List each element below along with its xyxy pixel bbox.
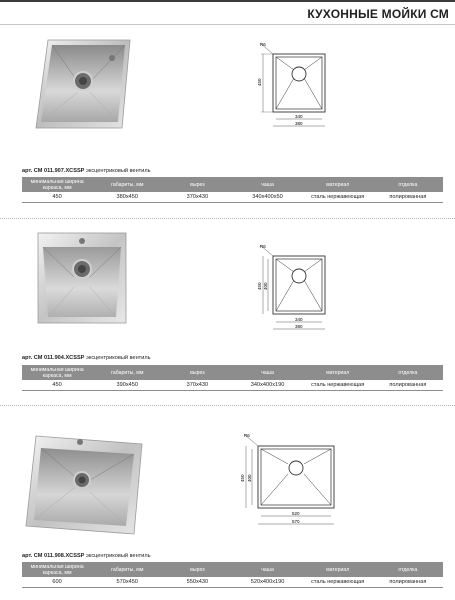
- cell-dimensions: 380х450: [92, 192, 162, 203]
- height-outer-label-1: 450: [257, 78, 262, 86]
- product-caption-1: [22, 168, 151, 174]
- cell-bowl: 520х400х190: [232, 577, 302, 588]
- cell-cutout: 550х430: [162, 577, 232, 588]
- top-bar: [0, 0, 455, 2]
- header-dimensions: габариты, мм: [92, 365, 162, 380]
- width-inner-label-2: 340: [295, 317, 303, 322]
- header-cutout: вырез: [162, 562, 232, 577]
- cell-cutout: 370х430: [162, 380, 232, 391]
- title-divider: [0, 24, 455, 25]
- width-inner-label-1: 340: [295, 114, 303, 119]
- radius-label-1: R6: [260, 42, 266, 47]
- header-finish: отделка: [373, 177, 443, 192]
- sink-photo-2: [34, 229, 130, 327]
- header-dimensions: габариты, мм: [92, 562, 162, 577]
- spec-value-row: [22, 577, 443, 588]
- sink-drawing-2: [254, 240, 344, 340]
- section-divider: [0, 218, 455, 219]
- cell-min-width: 450: [22, 380, 92, 391]
- sink-drawing-1: [254, 40, 344, 135]
- radius-label-2: R6: [260, 244, 266, 249]
- product-caption-2: [22, 355, 151, 361]
- header-finish: отделка: [373, 365, 443, 380]
- spec-header-row: [22, 177, 443, 192]
- cell-bowl: 340х400х190: [232, 380, 302, 391]
- spec-value-row: [22, 380, 443, 391]
- sink-photo-3: [22, 430, 148, 538]
- cell-material: сталь нержавеющая: [303, 577, 373, 588]
- cell-finish: полированная: [373, 577, 443, 588]
- sink-photo-1: [30, 36, 136, 132]
- width-outer-label-1: 380: [295, 121, 303, 126]
- page-title: КУХОННЫЕ МОЙКИ СМ: [307, 7, 449, 21]
- height-outer-label-3: 450: [240, 474, 245, 482]
- cell-material: сталь нержавеющая: [303, 192, 373, 203]
- width-inner-label-3: 520: [292, 511, 300, 516]
- product-caption-3: [22, 553, 151, 559]
- cell-bowl: 340х400х50: [232, 192, 302, 203]
- header-material: материал: [303, 562, 373, 577]
- cell-finish: полированная: [373, 192, 443, 203]
- spec-table-2: [22, 365, 443, 391]
- header-bowl: чаша: [232, 177, 302, 192]
- cell-min-width: 450: [22, 192, 92, 203]
- header-material: материал: [303, 177, 373, 192]
- cell-dimensions: 570х450: [92, 577, 162, 588]
- header-bowl: чаша: [232, 365, 302, 380]
- header-dimensions: габариты, мм: [92, 177, 162, 192]
- header-bowl: чаша: [232, 562, 302, 577]
- section-divider: [0, 405, 455, 406]
- header-material: материал: [303, 365, 373, 380]
- cell-min-width: 600: [22, 577, 92, 588]
- sink-drawing-3: [232, 430, 352, 540]
- radius-label-3: R6: [244, 433, 250, 438]
- header-cutout: вырез: [162, 365, 232, 380]
- product-sku: арт. СМ 011.908.XCSSP: [22, 553, 85, 559]
- header-min-width: минимальная ширина каркаса, мм: [22, 177, 92, 192]
- cell-finish: полированная: [373, 380, 443, 391]
- header-min-width: минимальная ширина каркаса, мм: [22, 365, 92, 380]
- product-sku: арт. СМ 011.907.XCSSP: [22, 168, 85, 174]
- product-valve: эксцентриковый вентиль: [85, 553, 151, 559]
- height-inner-label-3: 400: [247, 474, 252, 482]
- cell-cutout: 370х430: [162, 192, 232, 203]
- cell-material: сталь нержавеющая: [303, 380, 373, 391]
- width-outer-label-2: 380: [295, 324, 303, 329]
- product-sku: арт. СМ 011.904.XCSSP: [22, 355, 85, 361]
- header-min-width: минимальная ширина каркаса, мм: [22, 562, 92, 577]
- height-inner-label-2: 400: [263, 282, 268, 290]
- spec-value-row: [22, 192, 443, 203]
- spec-header-row: [22, 365, 443, 380]
- product-valve: эксцентриковый вентиль: [85, 168, 151, 174]
- spec-header-row: [22, 562, 443, 577]
- spec-table-1: [22, 177, 443, 203]
- height-outer-label-2: 450: [257, 282, 262, 290]
- spec-table-3: [22, 562, 443, 588]
- product-valve: эксцентриковый вентиль: [85, 355, 151, 361]
- header-finish: отделка: [373, 562, 443, 577]
- width-outer-label-3: 570: [292, 519, 300, 524]
- header-cutout: вырез: [162, 177, 232, 192]
- cell-dimensions: 390х450: [92, 380, 162, 391]
